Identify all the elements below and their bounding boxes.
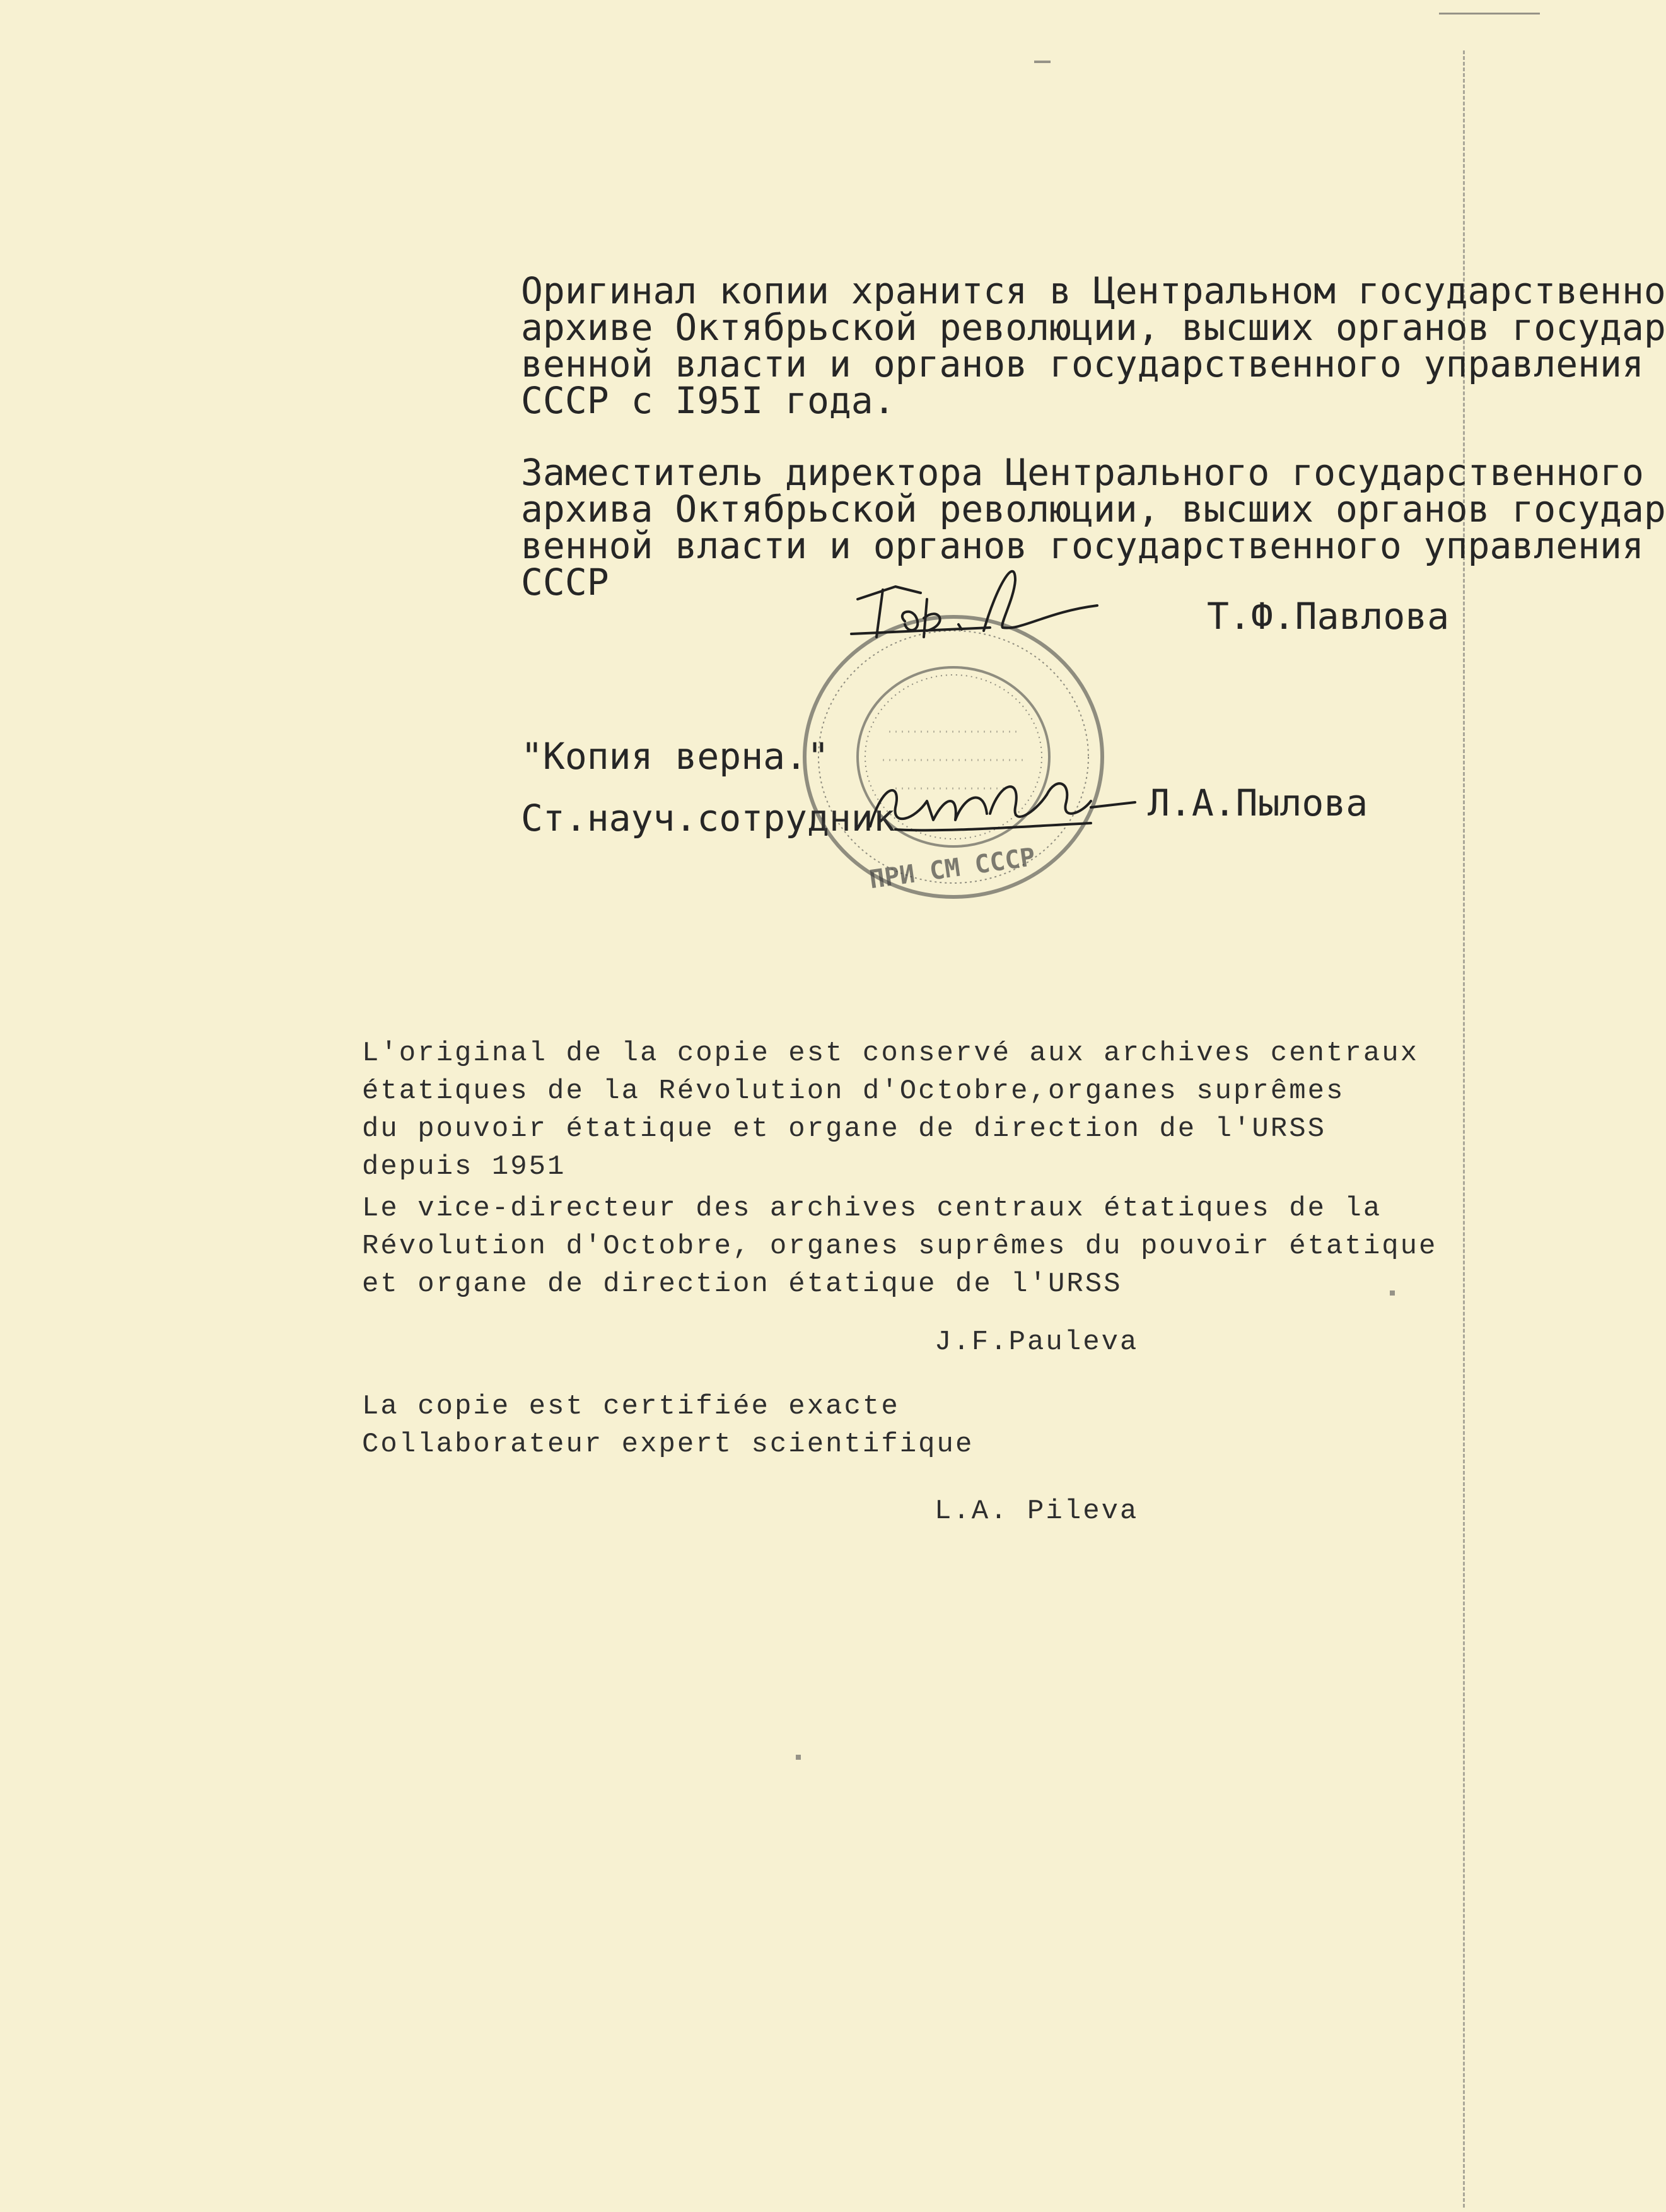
ru-signatory-1: Т.Ф.Павлова [1207, 595, 1450, 638]
fr-certified-line: Collaborateur expert scientifique [362, 1429, 974, 1460]
fr-archive-note [362, 1034, 1472, 1186]
fr-certified [362, 1388, 1472, 1463]
fr-signatory-2: L.A. Pileva [935, 1495, 1139, 1527]
fr-note-line: depuis 1951 [362, 1151, 566, 1183]
ru-note-line: венной власти и органов государственного управления [521, 342, 1644, 385]
scan-mark [1034, 61, 1051, 63]
fr-note-line: L'original de la copie est conservé aux archives centraux [362, 1038, 1419, 1069]
fr-deputy-line: et organe de direction étatique de l'URSS [362, 1268, 1122, 1300]
fr-certified-line: La copie est certifiée exacte [362, 1391, 900, 1422]
ru-deputy-line: Заместитель директора Центрального государственного [521, 451, 1644, 494]
ru-position: Ст.науч.сотрудник [521, 797, 895, 840]
stamp-visible-text: ПРИ СМ СССР [867, 842, 1037, 895]
fr-deputy-title [362, 1190, 1472, 1303]
fr-note-line: étatiques de la Révolution d'Octobre,organes suprêmes [362, 1075, 1345, 1107]
scan-mark [1439, 13, 1540, 15]
fr-deputy-line: Le vice-directeur des archives centraux étatiques de la [362, 1193, 1382, 1224]
ru-deputy-line: СССР [521, 561, 609, 604]
ru-note-line: Оригинал копии хранится в Центральном государственно [521, 269, 1666, 312]
ru-certified: "Копия верна." [521, 735, 829, 778]
ru-note-line: СССР с I95I года. [521, 379, 895, 422]
scan-mark [1390, 1290, 1395, 1296]
ru-deputy-line: венной власти и органов государственного управления [521, 524, 1644, 567]
scan-mark [796, 1755, 801, 1760]
ru-signatory-2: Л.А.Пылова [1148, 781, 1368, 824]
fr-note-line: du pouvoir étatique et organe de direction de l'URSS [362, 1113, 1327, 1145]
fr-signatory-1: J.F.Pauleva [935, 1326, 1139, 1358]
ru-archive-note [521, 269, 1666, 422]
signature-pavlova [845, 561, 1110, 669]
signature-pylova [864, 770, 1141, 845]
ru-note-line: архиве Октябрьской революции, высших органов государ [521, 306, 1666, 349]
ru-deputy-line: архива Октябрьской революции, высших органов государ [521, 488, 1666, 530]
fr-deputy-line: Révolution d'Octobre, organes suprêmes du pouvoir étatique [362, 1231, 1438, 1262]
